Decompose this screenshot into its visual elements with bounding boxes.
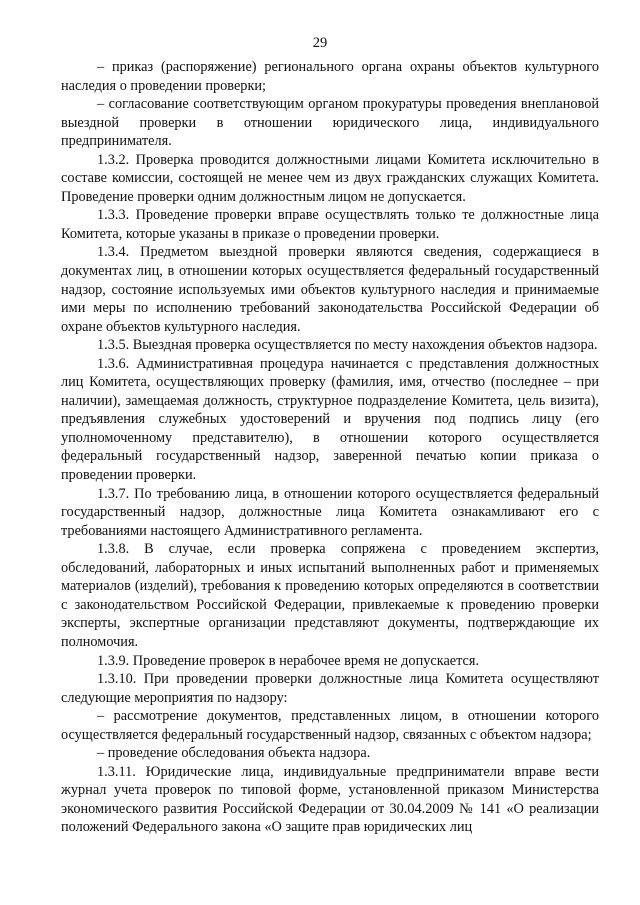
paragraph-prosecutor-approval: – согласование соответствующим органом прокуратуры проведения внеплановой выездной проверки в отношении юридического лица, индивидуального предпринимателя. bbox=[61, 96, 599, 150]
paragraph-order-item: – приказ (распоряжение) регионального органа охраны объектов культурного наследия о проведении проверки; bbox=[61, 59, 599, 94]
page-number: 29 bbox=[312, 35, 328, 51]
paragraph-site-inspection: – проведение обследования объекта надзора. bbox=[97, 745, 371, 762]
paragraph-1-3-10: 1.3.10. При проведении проверки должностные лица Комитета осуществляют следующие мероприятия по надзору: bbox=[61, 671, 599, 706]
paragraph-1-3-11: 1.3.11. Юридические лица, индивидуальные предприниматели вправе вести журнал учета проверок по типовой форме, установленной приказом Министерства экономического развития Российской Федерации от 30.04.2009 № 141 «О реализации положений Федерального закона «О защите прав юридических лиц bbox=[61, 763, 599, 836]
paragraph-document-review: – рассмотрение документов, представленных лицом, в отношении которого осуществляется федеральный государственный надзор, связанных с объектом надзора; bbox=[61, 708, 599, 743]
paragraph-1-3-7: 1.3.7. По требованию лица, в отношении которого осуществляется федеральный государственный надзор, должностные лица Комитета ознакамливают его с требованиями настоящего Административного регламента. bbox=[61, 485, 599, 539]
paragraph-1-3-6: 1.3.6. Административная процедура начинается с представления должностных лиц Комитета, осуществляющих проверку (фамилия, имя, отчество (последнее – при наличии), замещаемая должность, структурное подразделение Комитета, цель визита), предъявления служебных удостоверений и вручения под подпись лицу (его уполномоченному представителю), в отношении которого осуществляется федеральный государственный надзор, заверенной печатью копии приказа о проведении проверки. bbox=[61, 355, 599, 484]
paragraph-1-3-9: 1.3.9. Проведение проверок в нерабочее время не допускается. bbox=[97, 652, 480, 669]
paragraph-1-3-2: 1.3.2. Проверка проводится должностными лицами Комитета исключительно в составе комиссии, состоящей не менее чем из двух гражданских служащих Комитета. Проведение проверки одним должностным лицом не допускается. bbox=[61, 151, 599, 205]
paragraph-1-3-5: 1.3.5. Выездная проверка осуществляется по месту нахождения объектов надзора. bbox=[97, 337, 598, 354]
paragraph-1-3-8: 1.3.8. В случае, если проверка сопряжена с проведением экспертиз, обследований, лабораторных и иных испытаний выполненных работ и применяемых материалов (изделий), требования к проведению которых определяются в соответствии с законодательством Российской Федерации, привлекаемые к проведению проверки эксперты, экспертные организации представляют документы, подтверждающие их полномочия. bbox=[61, 541, 599, 650]
paragraph-1-3-3: 1.3.3. Проведение проверки вправе осуществлять только те должностные лица Комитета, которые указаны в приказе о проведении проверки. bbox=[61, 207, 599, 242]
paragraph-1-3-4: 1.3.4. Предметом выездной проверки являются сведения, содержащиеся в документах лиц, в отношении которых осуществляется федеральный государственный надзор, состояние используемых ими объектов культурного наследия и принимаемые ими меры по исполнению требований законодательства Российской Федерации об охране объектов культурного наследия. bbox=[61, 244, 599, 335]
document-body bbox=[61, 58, 599, 837]
